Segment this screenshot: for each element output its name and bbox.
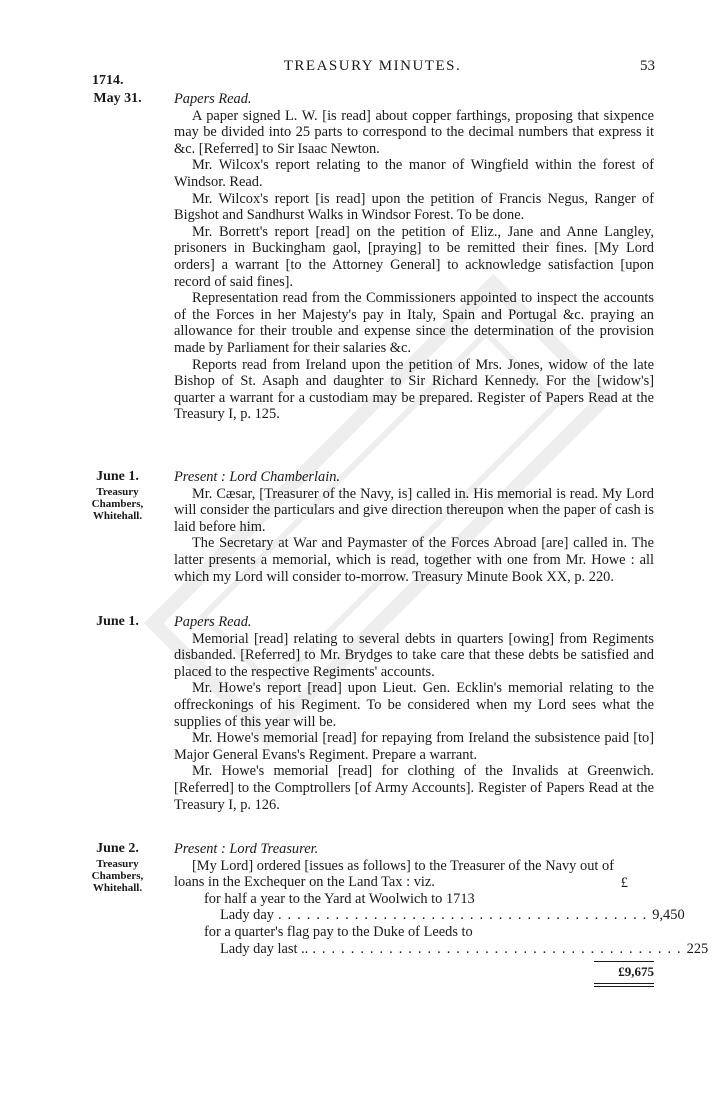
leader-dots: ....................................... — [312, 940, 687, 957]
paragraph: Mr. Wilcox's report [is read] upon the petition of Francis Negus, Ranger of Bigshot and Sandhurst Walks in Windsor Forest. To be done. — [174, 190, 654, 224]
page-number: 53 — [640, 58, 655, 74]
paragraph: Memorial [read] relating to several debts in quarters [owing] from Regiments disbanded. [Referred] to Mr. Brydges to take care that these debts be satisfied and placed to the respective Regiments' accounts. — [174, 630, 654, 680]
item-description-cont: Lady day — [220, 907, 274, 924]
total-double-rule — [594, 983, 654, 987]
entry-body — [174, 614, 654, 813]
year-label: 1714. — [92, 73, 124, 88]
paragraph: A paper signed L. W. [is read] about copper farthings, proposing that sixpence may be divided into 25 parts to correspond to the decimal numbers that express it &c. [Referred] to Sir Isaac Newton. — [174, 107, 654, 157]
paragraph: Mr. Howe's memorial [read] for clothing of the Invalids at Greenwich. [Referred] to the Comptrollers [of Army Accounts]. Register of Papers Read at the Treasury I, p. 126. — [174, 763, 654, 813]
entry-date: June 1. — [96, 614, 139, 629]
paragraph: Representation read from the Commissioners appointed to inspect the accounts of the Forces in her Majesty's pay in Italy, Spain and Portugal &c. praying an allowance for their trouble and expense since the determination of the provision made by Parliament for their salaries &c. — [174, 290, 654, 356]
entry-place: Treasury Chambers, Whitehall. — [91, 858, 144, 894]
issues-list — [204, 890, 709, 987]
entry-heading: Present : Lord Chamberlain. — [174, 469, 341, 485]
margin-note — [80, 614, 155, 630]
margin-note — [80, 841, 155, 894]
entry-date: June 2. — [96, 841, 139, 856]
margin-note — [80, 469, 155, 522]
entry-body — [174, 469, 654, 585]
paragraph: Mr. Howe's memorial [read] for repaying from Ireland the subsistence paid [to] Major General Evans's Regiment. Prepare a warrant. — [174, 730, 654, 763]
leader-dots: ....................................... — [277, 907, 653, 924]
entry-date: May 31. — [93, 91, 142, 106]
paragraph: Mr. Cæsar, [Treasurer of the Navy, is] called in. His memorial is read. My Lord will consider the particulars and give direction thereupon when the paper of cash is laid before him. — [174, 485, 654, 535]
item-description: for half a year to the Yard at Woolwich to 1713 — [204, 890, 475, 907]
margin-note — [80, 91, 155, 107]
entry-heading: Papers Read. — [174, 91, 252, 107]
entry-body — [174, 841, 709, 987]
item-amount: 9,450 — [652, 907, 685, 924]
paragraph: The Secretary at War and Paymaster of the Forces Abroad [are] called in. The latter presents a memorial, which is read, together with one from Mr. Howe : all which my Lord will consider to-morrow. Treasury Minute Book XX, p. 220. — [174, 535, 654, 585]
paragraph: Mr. Wilcox's report relating to the manor of Wingfield within the forest of Windsor. Read. — [174, 157, 654, 190]
list-item — [204, 923, 709, 957]
item-description: for a quarter's flag pay to the Duke of Leeds to — [204, 923, 473, 940]
paragraph: Mr. Borrett's report [read] on the petition of Eliz., Jane and Anne Langley, prisoners in Buckingham gaol, [praying] to be remitted their fines. [My Lord orders] a warrant [to the Attorney General] to acknowledge satisfaction [upon record of said fines]. — [174, 223, 654, 290]
paragraph: [My Lord] ordered [issues as follows] to the Treasurer of the Navy out of loans in the Exchequer on the Land Tax : viz. — [174, 857, 614, 891]
entry-place: Treasury Chambers, Whitehall. — [91, 486, 144, 522]
list-item — [204, 890, 685, 924]
entry-body — [174, 91, 654, 423]
total-rule — [594, 961, 654, 962]
currency-symbol: £ — [620, 875, 628, 891]
entry-date: June 1. — [96, 469, 139, 484]
entry-heading: Papers Read. — [174, 614, 252, 630]
total-row — [204, 961, 654, 987]
running-title: TREASURY MINUTES. — [283, 58, 462, 74]
total-amount: £9,675 — [618, 964, 654, 980]
entry-heading: Present : Lord Treasurer. — [174, 841, 319, 857]
page-header — [90, 58, 655, 82]
paragraph: Reports read from Ireland upon the petition of Mrs. Jones, widow of the late Bishop of St. Asaph and daughter to Sir Richard Kennedy. For the [widow's] quarter a warrant for a custodiam may be prepared. Register of Papers Read at the Treasury I, p. 125. — [174, 356, 654, 423]
item-description-cont: Lady day last .. — [220, 940, 309, 957]
item-amount: 225 — [686, 940, 709, 957]
paragraph: Mr. Howe's report [read] upon Lieut. Gen. Ecklin's memorial relating to the offreckonings of his Regiment. To be considered when my Lord sees what the supplies of this year will be. — [174, 680, 654, 730]
